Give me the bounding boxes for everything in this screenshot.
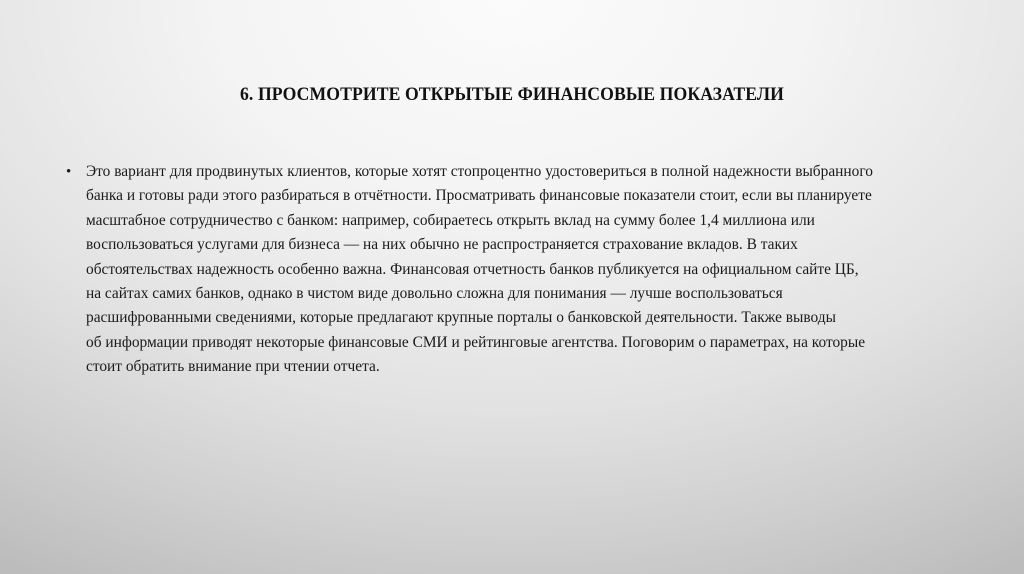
text-line: масштабное сотрудничество с банком: например, собираетесь открыть вклад на сумму более 1,4 миллиона или	[86, 211, 815, 229]
text-line: на сайтах самих банков, однако в чистом виде довольно сложна для понимания — лучше воспользоваться	[86, 285, 783, 303]
slide-title: 6. ПРОСМОТРИТЕ ОТКРЫТЫЕ ФИНАНСОВЫЕ ПОКАЗАТЕЛИ	[240, 84, 784, 105]
bullet-icon: •	[66, 164, 72, 180]
text-line: расшифрованными сведениями, которые предлагают крупные порталы о банковской деятельности. Также выводы	[86, 309, 836, 327]
text-line: банка и готовы ради этого разбираться в отчётности. Просматривать финансовые показатели стоит, если вы планируете	[86, 187, 872, 205]
text-line: Это вариант для продвинутых клиентов, которые хотят стопроцентно удостовериться в полной надежности выбранного	[86, 163, 873, 180]
text-line: воспользоваться услугами для бизнеса — на них обычно не распространяется страхование вкладов. В таких	[86, 236, 798, 254]
slide-body	[64, 160, 974, 380]
text-line: об информации приводят некоторые финансовые СМИ и рейтинговые агентства. Поговорим о параметрах, на которые	[86, 333, 866, 351]
text-line: обстоятельствах надежность особенно важна. Финансовая отчетность банков публикуется на официальном сайте ЦБ,	[86, 260, 859, 278]
bullet-item	[64, 160, 974, 380]
text-line: стоит обратить внимание при чтении отчета.	[86, 358, 380, 376]
